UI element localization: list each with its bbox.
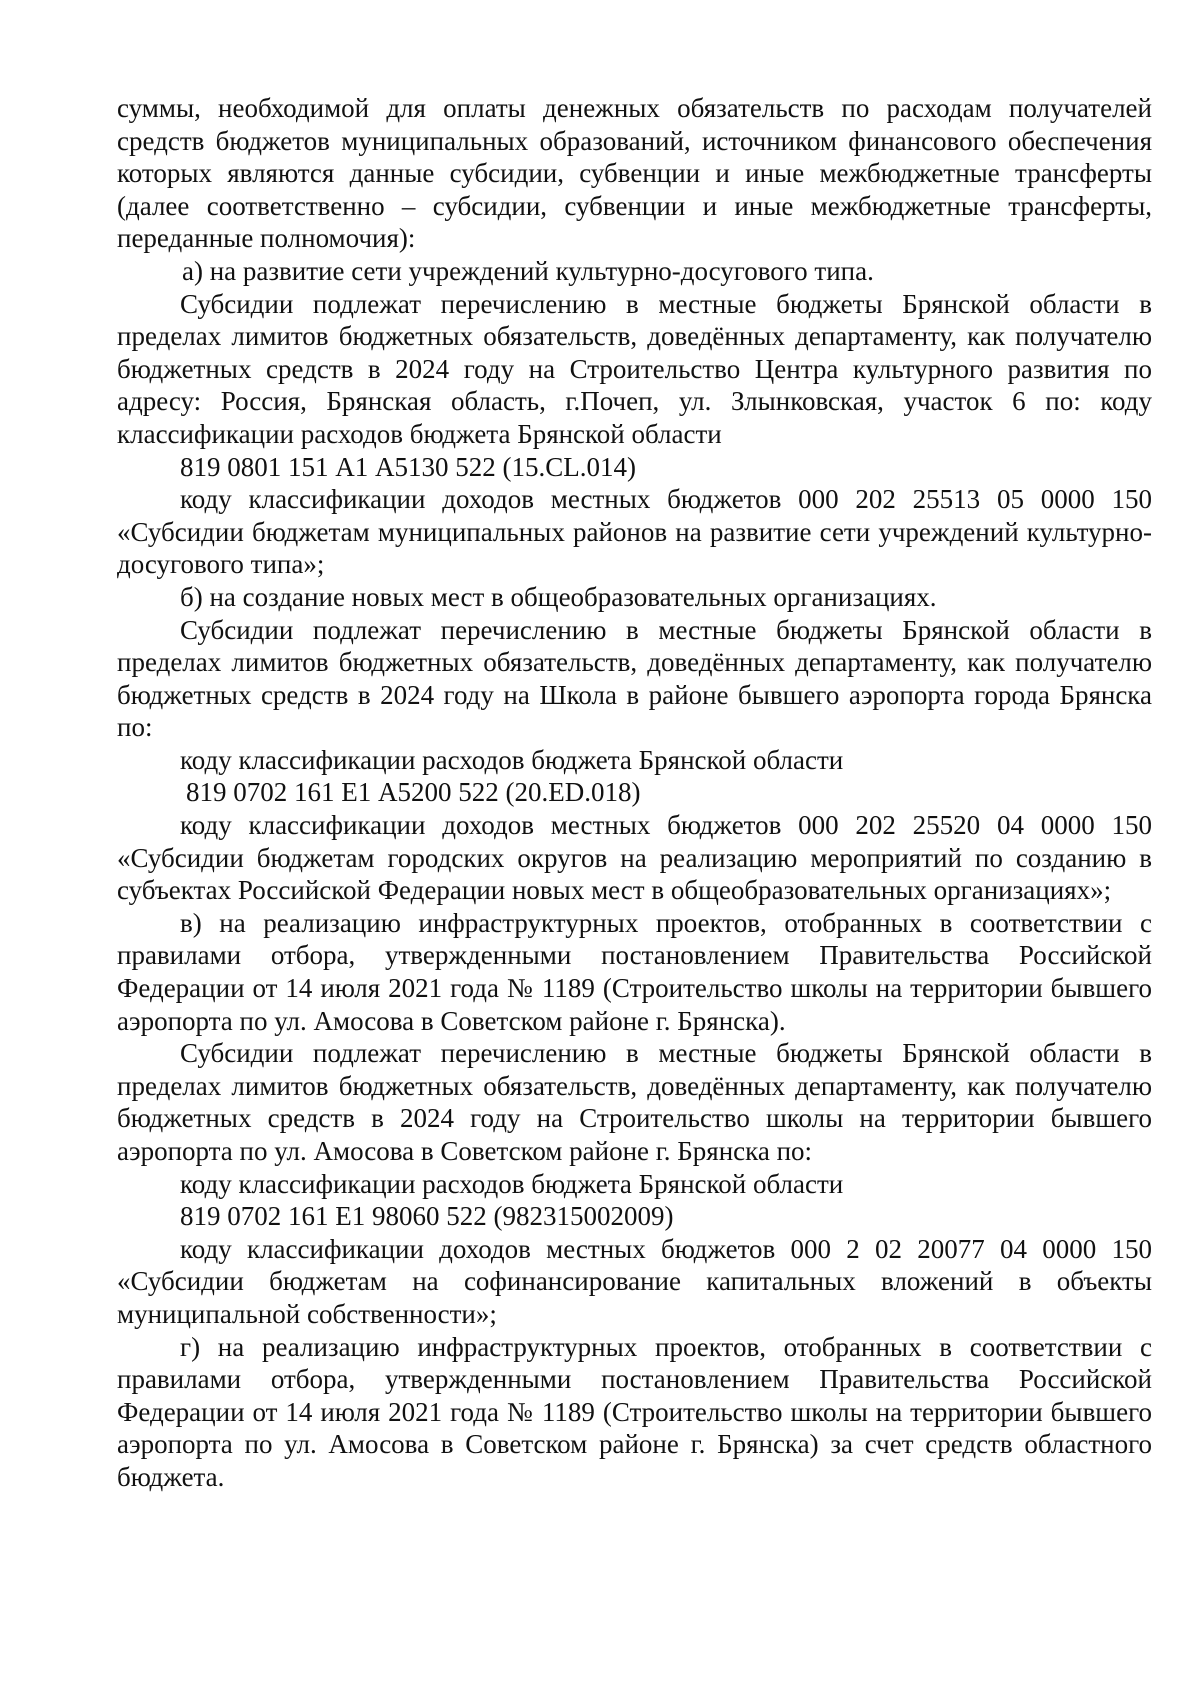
paragraph-subsidy-a: Субсидии подлежат перечислению в местные бюджеты Брянской области в пределах лимитов бюджетных обязательств, доведённых департаменту, как получателю бюджетных средств в 2024 году на Строительство Центра культурного развития по адресу: Россия, Брянская область, г.Почеп, ул. Злынковская, участок 6 по: коду классификации расходов бюджета Брянской области — [117, 288, 1152, 449]
paragraph-item-g: г) на реализацию инфраструктурных проектов, отобранных в соответствии с правилами отбора, утвержденными постановлением Правительства Российской Федерации от 14 июля 2021 года № 1189 (Строительство школы на территории бывшего аэропорта по ул. Амосова в Советском районе г. Брянска) за счет средств областного бюджета. — [117, 1331, 1152, 1492]
expense-code-v: 819 0702 161 Е1 98060 522 (982315002009) — [180, 1201, 674, 1232]
paragraph-item-b: б) на создание новых мест в общеобразовательных организациях. — [180, 581, 937, 612]
paragraph-item-v: в) на реализацию инфраструктурных проектов, отобранных в соответствии с правилами отбора, утвержденными постановлением Правительства Российской Федерации от 14 июля 2021 года № 1189 (Строительство школы на территории бывшего аэропорта по ул. Амосова в Советском районе г. Брянска). — [117, 907, 1152, 1036]
expense-label-b: коду классификации расходов бюджета Брянской области — [180, 744, 844, 775]
paragraph-item-a: а) на развитие сети учреждений культурно-досугового типа. — [182, 255, 874, 286]
income-code-a: коду классификации доходов местных бюджетов 000 202 25513 05 0000 150 «Субсидии бюджетам муниципальных районов на развитие сети учреждений культурно-досугового типа»; — [117, 484, 1152, 580]
income-code-v: коду классификации доходов местных бюджетов 000 2 02 20077 04 0000 150 «Субсидии бюджетам на софинансирование капитальных вложений в объекты муниципальной собственности»; — [117, 1233, 1152, 1329]
document-page — [117, 92, 1152, 1494]
expense-code-b: 819 0702 161 Е1 А5200 522 (20.ED.018) — [186, 777, 641, 808]
paragraph-intro: суммы, необходимой для оплаты денежных обязательств по расходам получателей средств бюджетов муниципальных образований, источником финансового обеспечения которых являются данные субсидии, субвенции и иные межбюджетные трансферты (далее соответственно – субсидии, субвенции и иные межбюджетные трансферты, переданные полномочия): — [117, 93, 1152, 254]
paragraph-subsidy-v: Субсидии подлежат перечислению в местные бюджеты Брянской области в пределах лимитов бюджетных обязательств, доведённых департаменту, как получателю бюджетных средств в 2024 году на Строительство школы на территории бывшего аэропорта по ул. Амосова в Советском районе г. Брянска по: — [117, 1038, 1152, 1166]
paragraph-subsidy-b: Субсидии подлежат перечислению в местные бюджеты Брянской области в пределах лимитов бюджетных обязательств, доведённых департаменту, как получателю бюджетных средств в 2024 году на Школа в районе бывшего аэропорта города Брянска по: — [117, 614, 1152, 743]
expense-label-v: коду классификации расходов бюджета Брянской области — [180, 1168, 844, 1199]
expense-code-a: 819 0801 151 А1 А5130 522 (15.CL.014) — [180, 451, 636, 482]
income-code-b: коду классификации доходов местных бюджетов 000 202 25520 04 0000 150 «Субсидии бюджетам городских округов на реализацию мероприятий по созданию в субъектах Российской Федерации новых мест в общеобразовательных организациях»; — [117, 810, 1152, 906]
